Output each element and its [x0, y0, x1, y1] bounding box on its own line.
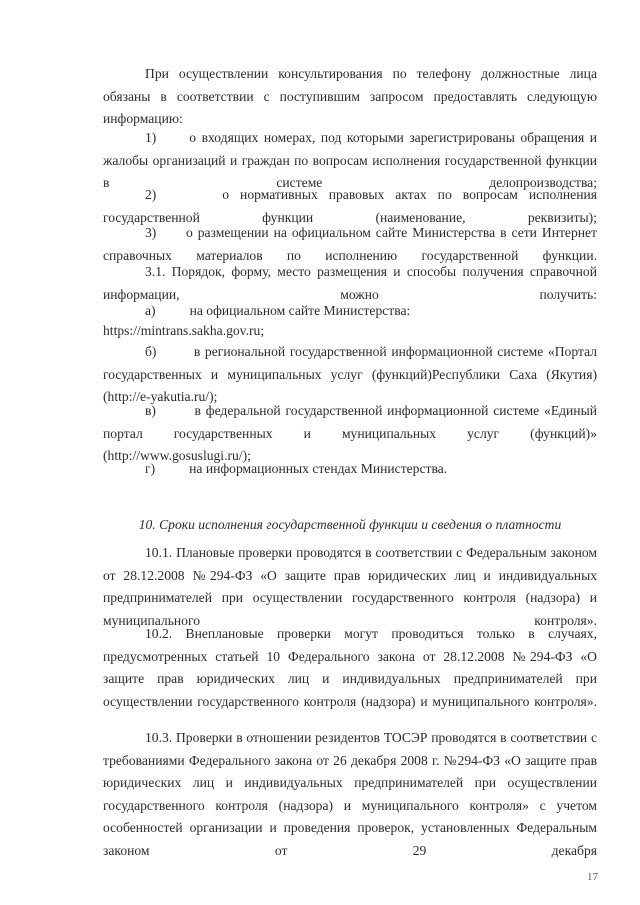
subitem-b — [103, 341, 597, 409]
subitem-a-text: на официальном сайте Министерства: — [189, 303, 411, 318]
paragraph-10-1: 10.1. Плановые проверки проводятся в соответствии с Федеральным законом от 28.12.2008 №294-ФЗ «О защите прав юридических лиц и индивидуальных предпринимателей при осуществлении государственного контроля (надзора) и муниципального контроля». — [103, 545, 597, 628]
subitem-b-label: б) — [145, 344, 157, 359]
intro-paragraph: При осуществлении консультирования по телефону должностные лица обязаны в соответствии с поступившим запросом предоставлять следующую информацию: — [103, 66, 597, 127]
list-item-2-number: 2) — [145, 187, 157, 202]
paragraph-3-1: 3.1. Порядок, форму, место размещения и способы получения справочной информации, можно получить: — [103, 264, 597, 302]
list-item-2-text: о нормативных правовых актах по вопросам исполнения государственной функции (наименование, реквизиты); — [103, 187, 597, 225]
subitem-a-label: а) — [145, 303, 156, 318]
section-heading: 10. Сроки исполнения государственной функции и сведения о платности — [138, 516, 562, 532]
ministry-site-url: https://mintrans.sakha.gov.ru; — [103, 323, 265, 338]
subitem-g-text: на информационных стендах Министерства. — [189, 461, 448, 476]
list-item-1-number: 1) — [145, 130, 157, 145]
subitem-v-text: в федеральной государственной информационной системе «Единый портал государственных и муниципальных услуг (функций)» (http://www.gosuslugi.ru/); — [103, 403, 597, 464]
page-number: 17 — [587, 871, 598, 883]
subitem-g-label: г) — [145, 461, 156, 476]
subitem-b-text: в региональной государственной информационной системе «Портал государственных и муниципальных услуг (функций)Республики Саха (Якутия) (http://e-yakutia.ru/); — [103, 344, 597, 405]
list-item-3-number: 3) — [145, 225, 157, 240]
paragraph-10-2: 10.2. Внеплановые проверки могут проводиться только в случаях, предусмотренных статьей 10 Федерального закона от 28.12.2008 №294-ФЗ «О защите прав юридических лиц и индивидуальных предпринимателей при осуществлении государственного контроля (надзора) и муниципального контроля». — [103, 626, 597, 709]
subitem-g — [145, 458, 447, 481]
list-item-1-text: о входящих номерах, под которыми зарегистрированы обращения и жалобы организаций и граждан по вопросам исполнения государственной функции в системе делопроизводства; — [103, 130, 597, 191]
list-item-3-text: о размещении на официальном сайте Министерства в сети Интернет справочных материалов по исполнению государственной функции. — [103, 225, 597, 263]
paragraph-10-3: 10.3. Проверки в отношении резидентов ТОСЭР проводятся в соответствии с требованиями Федерального закона от 26 декабря 2008 г. №294-ФЗ «О защите прав юридических лиц и индивидуальных предпринимателей при осуществлении государственного контроля (надзора) и муниципального контроля» с учетом особенностей организации и проведения проверок, установленных Федеральным законом от 29 декабря — [103, 730, 597, 858]
subitem-v-label: в) — [145, 403, 156, 418]
